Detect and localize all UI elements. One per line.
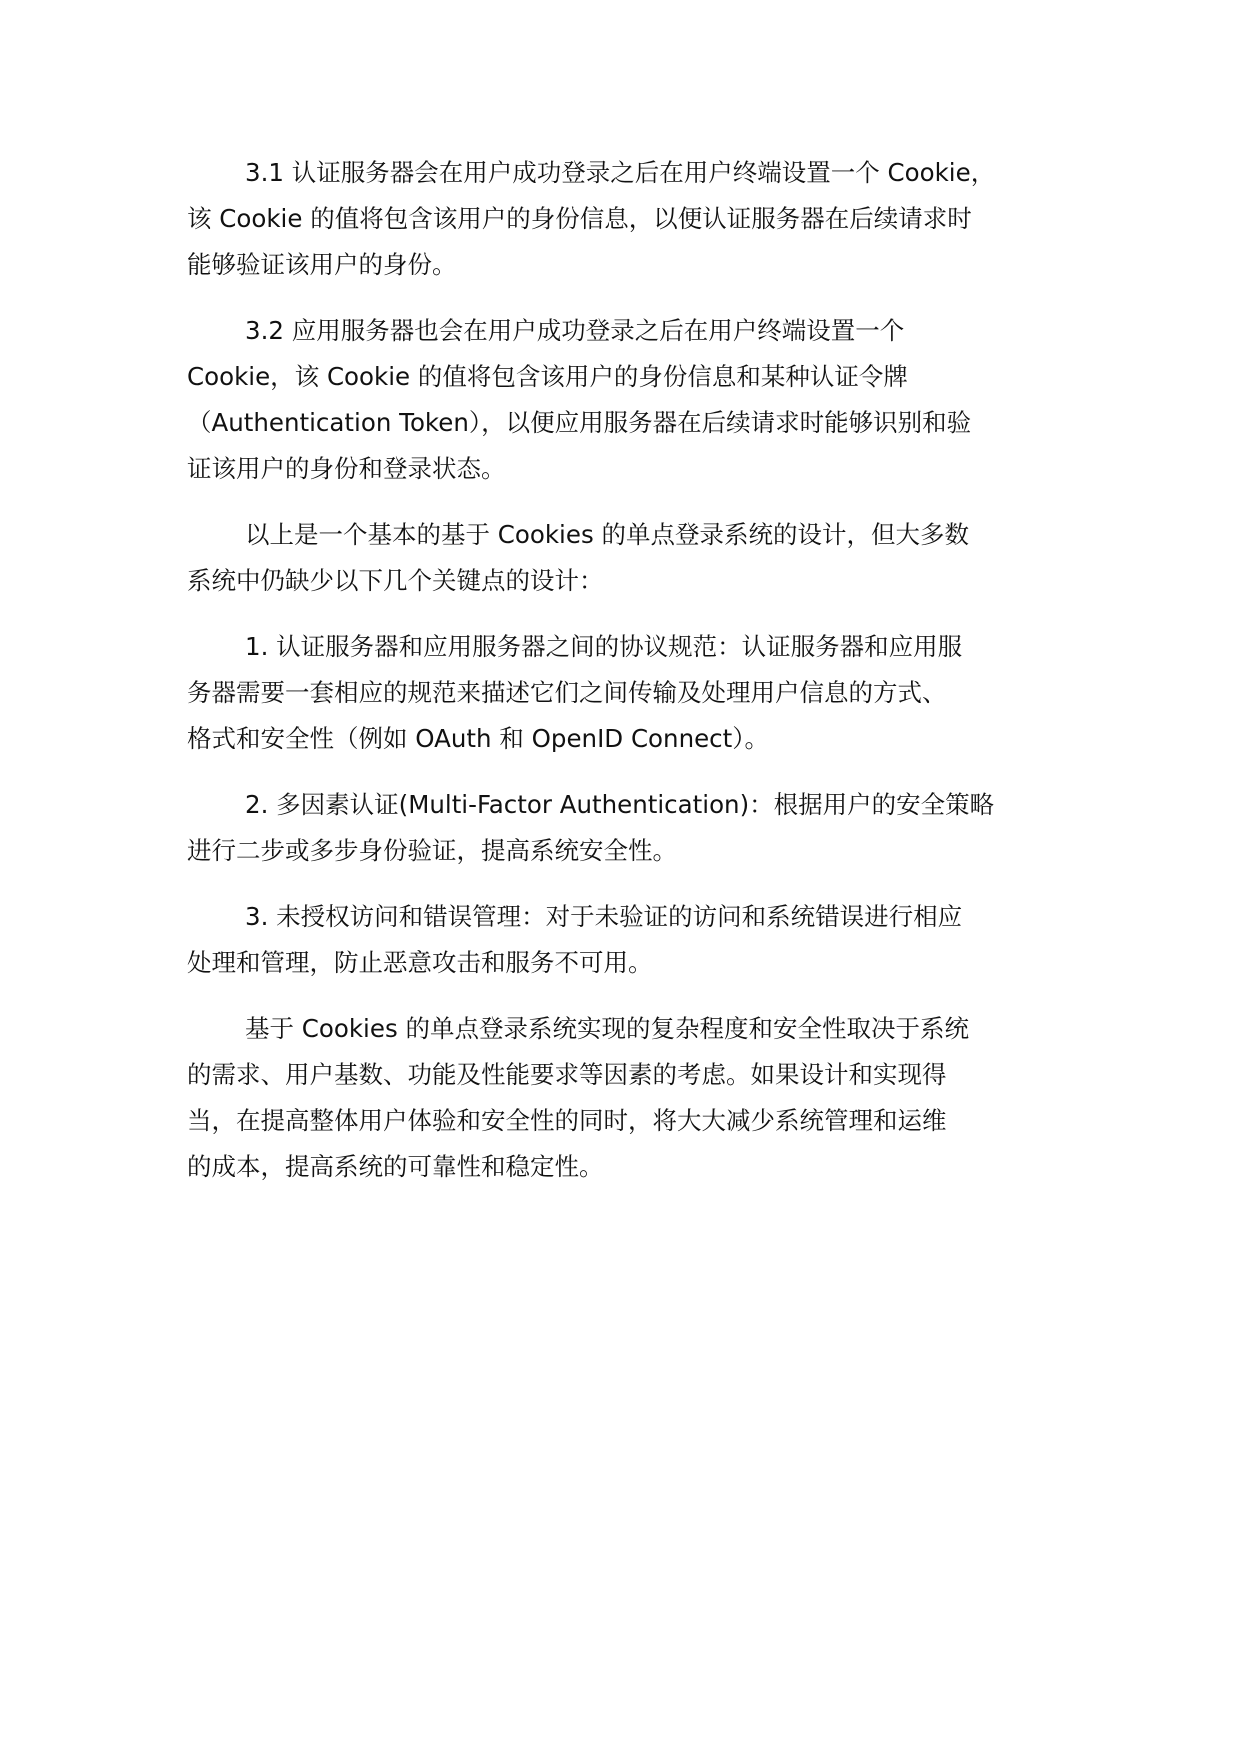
paragraph-3-2-app-server-cookie: [187, 308, 1057, 492]
paragraph-line: 以上是一个基本的基于 Cookies 的单点登录系统的设计，但大多数: [245, 520, 969, 549]
paragraph-line: 处理和管理，防止恶意攻击和服务不可用。: [187, 948, 653, 977]
paragraph-point-2-mfa: [187, 782, 1057, 874]
paragraph-point-1-protocol: [187, 624, 1057, 762]
paragraph-point-3-unauthorized-access: [187, 894, 1057, 986]
paragraph-line: Cookie，该 Cookie 的值将包含该用户的身份信息和某种认证令牌: [187, 362, 908, 391]
paragraph-line: 1. 认证服务器和应用服务器之间的协议规范：认证服务器和应用服: [245, 632, 963, 661]
paragraph-line: 证该用户的身份和登录状态。: [187, 454, 506, 483]
paragraph-line: 能够验证该用户的身份。: [187, 250, 457, 279]
paragraph-3-1-auth-server-cookie: [187, 150, 1057, 288]
paragraph-line: 系统中仍缺少以下几个关键点的设计：: [187, 566, 604, 595]
paragraph-conclusion: [187, 1006, 1057, 1190]
paragraph-line: 2. 多因素认证(Multi-Factor Authentication)：根据用户的安全策略: [245, 790, 995, 819]
paragraph-line: 该 Cookie 的值将包含该用户的身份信息，以便认证服务器在后续请求时: [187, 204, 972, 233]
document-body: [187, 150, 1057, 1210]
paragraph-line: 进行二步或多步身份验证，提高系统安全性。: [187, 836, 677, 865]
paragraph-line: 务器需要一套相应的规范来描述它们之间传输及处理用户信息的方式、: [187, 678, 947, 707]
paragraph-line: （Authentication Token），以便应用服务器在后续请求时能够识别和验: [187, 408, 972, 437]
paragraph-line: 3.1 认证服务器会在用户成功登录之后在用户终端设置一个 Cookie，: [245, 158, 996, 187]
paragraph-line: 的需求、用户基数、功能及性能要求等因素的考虑。如果设计和实现得: [187, 1060, 947, 1089]
paragraph-line: 的成本，提高系统的可靠性和稳定性。: [187, 1152, 604, 1181]
paragraph-line: 3. 未授权访问和错误管理：对于未验证的访问和系统错误进行相应: [245, 902, 963, 931]
paragraph-line: 基于 Cookies 的单点登录系统实现的复杂程度和安全性取决于系统: [245, 1014, 969, 1043]
paragraph-line: 3.2 应用服务器也会在用户成功登录之后在用户终端设置一个: [245, 316, 905, 345]
paragraph-line: 当，在提高整体用户体验和安全性的同时，将大大减少系统管理和运维: [187, 1106, 947, 1135]
paragraph-line: 格式和安全性（例如 OAuth 和 OpenID Connect）。: [187, 724, 770, 753]
paragraph-basic-design-summary: [187, 512, 1057, 604]
